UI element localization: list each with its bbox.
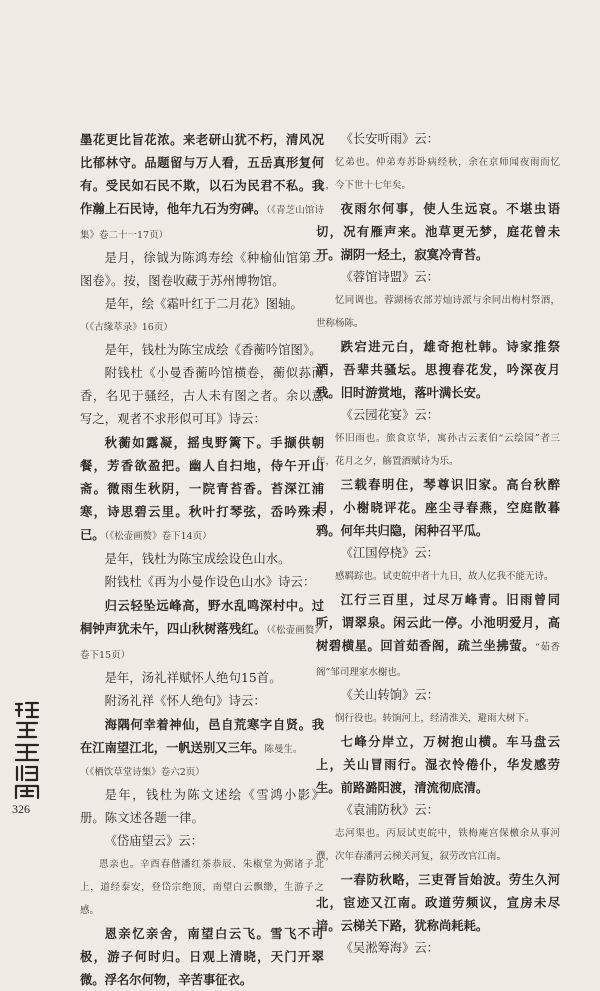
poem-title: 《吴淞筹海》云： bbox=[340, 941, 439, 955]
poem: 江行三百里，过尽万峰青。旧雨曾同听，谓翠泉。闲云此一停。小池明爱月，高树碧横星。回首茹香阁，疏兰坐拂萤。“茹香阁”邹司理家水榭也。 bbox=[316, 592, 560, 678]
source-note: （《松壶画赘》卷下14页） bbox=[104, 531, 212, 542]
left-column bbox=[80, 128, 324, 991]
paragraph: 是年，绘《霜叶红于二月花》图轴。 bbox=[104, 297, 303, 311]
source-note: （《古缘萃录》16页） bbox=[80, 322, 173, 333]
poem: 跌宕进元白，雄奇抱杜韩。诗家推祭酒，吾辈共骚坛。思搜春花发，吟深夜月残。旧时游赏地，落叶满长安。 bbox=[316, 339, 560, 400]
poem: 海隅何幸着神仙，邑自荒寒字自贤。我在江南望江北，一帆送别又三年。陈曼生。 bbox=[80, 717, 324, 755]
paragraph: 是年，钱杜为陈宝成绘设色山水。 bbox=[104, 552, 291, 566]
poem-preface: 志河渠也。丙辰试吏皖中，铁梅庵宫保檄余从事河濮，次年春潘河云梯关河复，叙劳改官江南。 bbox=[316, 828, 560, 862]
poem-preface: 悯行役也。转饷河上，经清淮关，避雨大树下。 bbox=[335, 713, 535, 724]
poem-continuation: 墨花更比旨花浓。来老研山犹不朽，清风况比郁林守。品题留与万人看，五岳真形复何有。受民如石民不欺，以石为民君不私。我作瀚上石民诗，他年九石为穷碑。（《青芝山馆诗集》卷二十一17页） bbox=[80, 132, 324, 241]
poem-preface: 忆同调也。蓉湖杨农部芳灿诗派与余同出梅村祭酒，世称杨陈。 bbox=[316, 295, 560, 329]
poem-title: 《关山转饷》云： bbox=[340, 688, 439, 702]
poem-preface: 忆弟也。仲弟寿苏卧病经秋，余在京师闻夜雨而忆之，今下世十七年矣。 bbox=[316, 157, 560, 191]
poem-title: 《云园花宴》云： bbox=[340, 408, 439, 422]
poem: 夜雨尔何事，使人生远哀。不堪虫语切，况有雁声来。池草更无梦，庭花曾未开。湖阴一烃土，寂寞冷青苔。 bbox=[316, 201, 560, 262]
source-note: （《松壶画赘》卷下15页） bbox=[80, 625, 324, 661]
poem-annotation: “茹香阁”邹司理家水榭也。 bbox=[316, 642, 560, 678]
poem: 秋蘅如露凝，摇曳野篱下。手撷供朝餐，芳香欲盈把。幽人自扫地，侍午开山斋。微雨生秋阴，一院青苔香。苔深江浦寒，诗思碧云里。秋叶打琴弦，岙吟殊未已。（《松壶画赘》卷下14页） bbox=[80, 435, 324, 542]
poem-attribution: 陈曼生。 bbox=[264, 744, 303, 755]
poem: 归云轻坠远峰高，野水乱鸣深村中。过桐钟声犹未午，四山秋树落残红。（《松壶画赘》卷下15页） bbox=[80, 598, 324, 661]
page-number: 326 bbox=[12, 802, 30, 816]
poem-title: 《岱庙望云》云： bbox=[104, 834, 203, 848]
seal-glyphs bbox=[12, 700, 42, 800]
paragraph: 是月，徐钺为陈鸿寿绘《种榆仙馆第二图卷》。按，图卷收藏于苏州博物馆。 bbox=[80, 251, 324, 288]
paragraph: 是年，钱杜为陈文述绘《雪鸿小影》册。陈文述各题一律。 bbox=[80, 788, 324, 825]
poem: 一春防秋略，三吏胥旨始波。劳生久河北，宦迹又江南。政道劳频议，宣房未尽谙。云梯关下路，犹称尚耗耗。 bbox=[316, 872, 560, 933]
poem: 七峰分岸立，万树抱山横。车马盘云上，关山冒雨行。湿衣怜倦仆，华发感劳生。前路潞阳渡，清流彻底清。 bbox=[316, 734, 560, 795]
paragraph: 是年，汤礼祥赋怀人绝句15首。 bbox=[104, 671, 282, 685]
paragraph: 是年，钱杜为陈宝成绘《香蘅吟馆图》。 bbox=[104, 343, 322, 357]
poem-title: 《长安听雨》云： bbox=[340, 132, 439, 146]
poem-preface: 恩亲也。辛酉春偕潘红茶恭辰、朱椒堂为弼诸子北上，道经泰安，登岱宗绝顶，南望白云飘缈，生游子之感。 bbox=[80, 859, 324, 916]
poem: 恩亲忆亲舍，南望白云飞。雪飞不可极，游子何时归。日观上清晓，天门开翠微。浮名尔何物，辛苦事征衣。 bbox=[80, 926, 324, 987]
paragraph: 附汤礼祥《怀人绝句》诗云： bbox=[104, 694, 266, 708]
paragraph: 附钱杜《再为小曼作设色山水》诗云： bbox=[104, 575, 316, 589]
paragraph: 附钱杜《小曼香蘅吟馆横卷，蘅似荪而香，名见于骚经，古人未有图之者。余以意写之，观者不求形似可耳》诗云： bbox=[80, 366, 324, 426]
source-note: （《青芝山馆诗集》卷二十一17页） bbox=[80, 205, 324, 241]
poem-title: 《袁浦防秋》云： bbox=[340, 803, 439, 817]
calligraphy-seal-logo bbox=[12, 700, 42, 800]
poem-preface: 感羁踪也。试吏皖中者十九日，故人亿我不能无诗。 bbox=[335, 571, 554, 582]
poem-preface: 怀旧雨也。旅食京华，寓孙古云袤伯“云绘园”者三年，花月之夕，觞置酒赋诗为乐。 bbox=[316, 433, 560, 467]
poem-title: 《蓉馆诗盟》云： bbox=[340, 270, 439, 284]
right-column bbox=[316, 128, 560, 960]
poem: 三载春明住，琴尊识旧家。高台秋醉月，小榭晓评花。座尘寻春燕，空庭散暮鸦。何年共归隐，闲种召平瓜。 bbox=[316, 477, 560, 538]
source-note: （《栖饮草堂诗集》卷六2页） bbox=[80, 767, 205, 778]
poem-title: 《江国停桡》云： bbox=[340, 546, 439, 560]
